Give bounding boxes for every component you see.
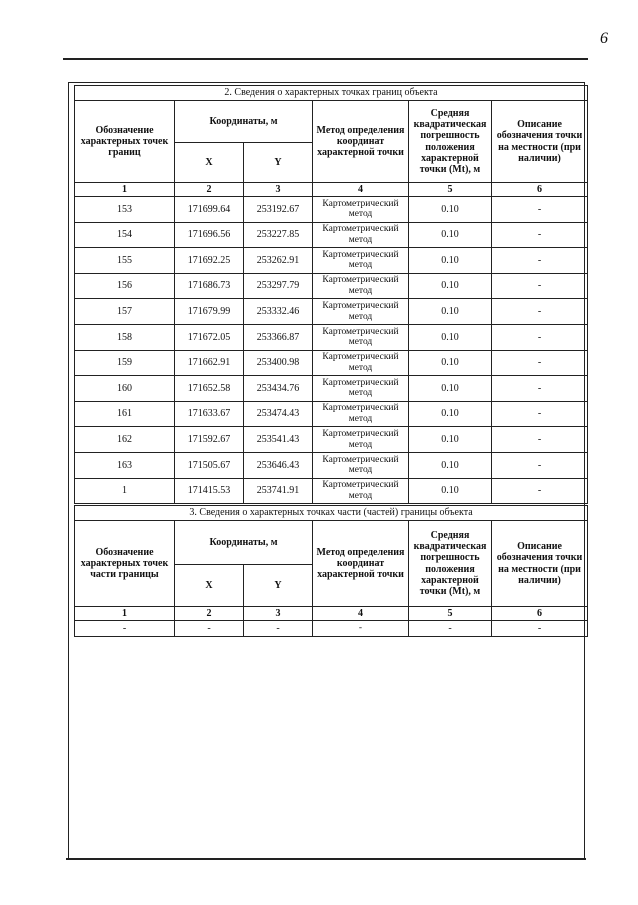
cell-x: 171633.67 bbox=[175, 401, 244, 427]
cell-description: - bbox=[492, 478, 588, 504]
cell-description: - bbox=[492, 324, 588, 350]
cell-y: 253400.98 bbox=[244, 350, 313, 376]
table-row bbox=[75, 222, 588, 248]
cell-point: 154 bbox=[75, 222, 175, 248]
cell-mt: 0.10 bbox=[409, 478, 492, 504]
header-coordinates: Координаты, м bbox=[175, 101, 313, 143]
cell-y: 253297.79 bbox=[244, 273, 313, 299]
cell-method: Картометрический метод bbox=[313, 427, 409, 453]
column-number: 3 bbox=[244, 607, 313, 621]
cell-description: - bbox=[492, 273, 588, 299]
section2-title: 2. Сведения о характерных точках границ объекта bbox=[75, 86, 588, 101]
cell-method: Картометрический метод bbox=[313, 452, 409, 478]
cell-x: 171652.58 bbox=[175, 376, 244, 402]
cell-x: 171686.73 bbox=[175, 273, 244, 299]
cell-y: 253541.43 bbox=[244, 427, 313, 453]
table-row bbox=[75, 273, 588, 299]
cell-method: Картометрический метод bbox=[313, 324, 409, 350]
section2-table bbox=[74, 85, 588, 504]
header-method: Метод определения координат характерной точки bbox=[313, 521, 409, 607]
cell-point: 156 bbox=[75, 273, 175, 299]
cell-method: Картометрический метод bbox=[313, 273, 409, 299]
cell-method: Картометрический метод bbox=[313, 350, 409, 376]
cell-x: 171662.91 bbox=[175, 350, 244, 376]
header-y: Y bbox=[244, 565, 313, 607]
header-coordinates: Координаты, м bbox=[175, 521, 313, 565]
column-number: 6 bbox=[492, 183, 588, 197]
cell-method: Картометрический метод bbox=[313, 197, 409, 223]
header-x: X bbox=[175, 143, 244, 183]
cell-y: 253741.91 bbox=[244, 478, 313, 504]
column-number: 2 bbox=[175, 183, 244, 197]
table-row bbox=[75, 299, 588, 325]
cell-x: 171672.05 bbox=[175, 324, 244, 350]
table-row bbox=[75, 478, 588, 504]
cell-description: - bbox=[492, 248, 588, 274]
header-error: Средняя квадратическая погрешность положения характерной точки (Mt), м bbox=[409, 101, 492, 183]
cell-point: 1 bbox=[75, 478, 175, 504]
header-description: Описание обозначения точки на местности (при наличии) bbox=[492, 521, 588, 607]
header-designation: Обозначение характерных точек границ bbox=[75, 101, 175, 183]
column-number: 4 bbox=[313, 607, 409, 621]
cell-y: 253434.76 bbox=[244, 376, 313, 402]
table-row bbox=[75, 401, 588, 427]
cell-point: - bbox=[75, 621, 175, 637]
cell-x: 171692.25 bbox=[175, 248, 244, 274]
table-row bbox=[75, 376, 588, 402]
column-number: 1 bbox=[75, 183, 175, 197]
cell-description: - bbox=[492, 299, 588, 325]
cell-mt: 0.10 bbox=[409, 427, 492, 453]
cell-method: Картометрический метод bbox=[313, 299, 409, 325]
header-y: Y bbox=[244, 143, 313, 183]
cell-method: Картометрический метод bbox=[313, 222, 409, 248]
header-description: Описание обозначения точки на местности (при наличии) bbox=[492, 101, 588, 183]
cell-y: 253192.67 bbox=[244, 197, 313, 223]
cell-x: 171699.64 bbox=[175, 197, 244, 223]
header-error: Средняя квадратическая погрешность положения характерной точки (Mt), м bbox=[409, 521, 492, 607]
cell-point: 160 bbox=[75, 376, 175, 402]
cell-x: - bbox=[175, 621, 244, 637]
cell-y: 253262.91 bbox=[244, 248, 313, 274]
cell-mt: 0.10 bbox=[409, 222, 492, 248]
cell-y: 253474.43 bbox=[244, 401, 313, 427]
cell-point: 158 bbox=[75, 324, 175, 350]
table-row bbox=[75, 427, 588, 453]
cell-mt: 0.10 bbox=[409, 273, 492, 299]
cell-x: 171505.67 bbox=[175, 452, 244, 478]
cell-point: 155 bbox=[75, 248, 175, 274]
cell-mt: - bbox=[409, 621, 492, 637]
table-row bbox=[75, 324, 588, 350]
column-number: 5 bbox=[409, 183, 492, 197]
column-number: 5 bbox=[409, 607, 492, 621]
top-rule bbox=[63, 58, 588, 60]
cell-y: - bbox=[244, 621, 313, 637]
header-x: X bbox=[175, 565, 244, 607]
cell-description: - bbox=[492, 222, 588, 248]
column-number: 4 bbox=[313, 183, 409, 197]
cell-method: Картометрический метод bbox=[313, 478, 409, 504]
cell-y: 253227.85 bbox=[244, 222, 313, 248]
cell-y: 253366.87 bbox=[244, 324, 313, 350]
column-number: 1 bbox=[75, 607, 175, 621]
header-designation: Обозначение характерных точек части границы bbox=[75, 521, 175, 607]
cell-x: 171679.99 bbox=[175, 299, 244, 325]
column-number: 3 bbox=[244, 183, 313, 197]
cell-point: 162 bbox=[75, 427, 175, 453]
cell-method: Картометрический метод bbox=[313, 248, 409, 274]
cell-description: - bbox=[492, 376, 588, 402]
cell-mt: 0.10 bbox=[409, 376, 492, 402]
section3-title: 3. Сведения о характерных точках части (частей) границы объекта bbox=[75, 506, 588, 521]
cell-point: 153 bbox=[75, 197, 175, 223]
cell-point: 157 bbox=[75, 299, 175, 325]
cell-description: - bbox=[492, 621, 588, 637]
cell-point: 161 bbox=[75, 401, 175, 427]
cell-description: - bbox=[492, 401, 588, 427]
cell-mt: 0.10 bbox=[409, 324, 492, 350]
cell-mt: 0.10 bbox=[409, 197, 492, 223]
cell-point: 163 bbox=[75, 452, 175, 478]
cell-description: - bbox=[492, 452, 588, 478]
cell-point: 159 bbox=[75, 350, 175, 376]
cell-x: 171415.53 bbox=[175, 478, 244, 504]
cell-y: 253332.46 bbox=[244, 299, 313, 325]
cell-mt: 0.10 bbox=[409, 248, 492, 274]
cell-y: 253646.43 bbox=[244, 452, 313, 478]
header-method: Метод определения координат характерной точки bbox=[313, 101, 409, 183]
table-row bbox=[75, 197, 588, 223]
cell-x: 171592.67 bbox=[175, 427, 244, 453]
table-row bbox=[75, 621, 588, 637]
cell-x: 171696.56 bbox=[175, 222, 244, 248]
section3-table bbox=[74, 505, 588, 637]
cell-description: - bbox=[492, 350, 588, 376]
page-number: 6 bbox=[600, 30, 608, 47]
cell-method: - bbox=[313, 621, 409, 637]
cell-description: - bbox=[492, 427, 588, 453]
cell-mt: 0.10 bbox=[409, 350, 492, 376]
cell-description: - bbox=[492, 197, 588, 223]
table-row bbox=[75, 350, 588, 376]
cell-method: Картометрический метод bbox=[313, 401, 409, 427]
cell-mt: 0.10 bbox=[409, 452, 492, 478]
table-row bbox=[75, 452, 588, 478]
cell-mt: 0.10 bbox=[409, 401, 492, 427]
column-number: 6 bbox=[492, 607, 588, 621]
page-frame-bottom bbox=[66, 858, 586, 860]
column-number: 2 bbox=[175, 607, 244, 621]
cell-method: Картометрический метод bbox=[313, 376, 409, 402]
table-row bbox=[75, 248, 588, 274]
cell-mt: 0.10 bbox=[409, 299, 492, 325]
